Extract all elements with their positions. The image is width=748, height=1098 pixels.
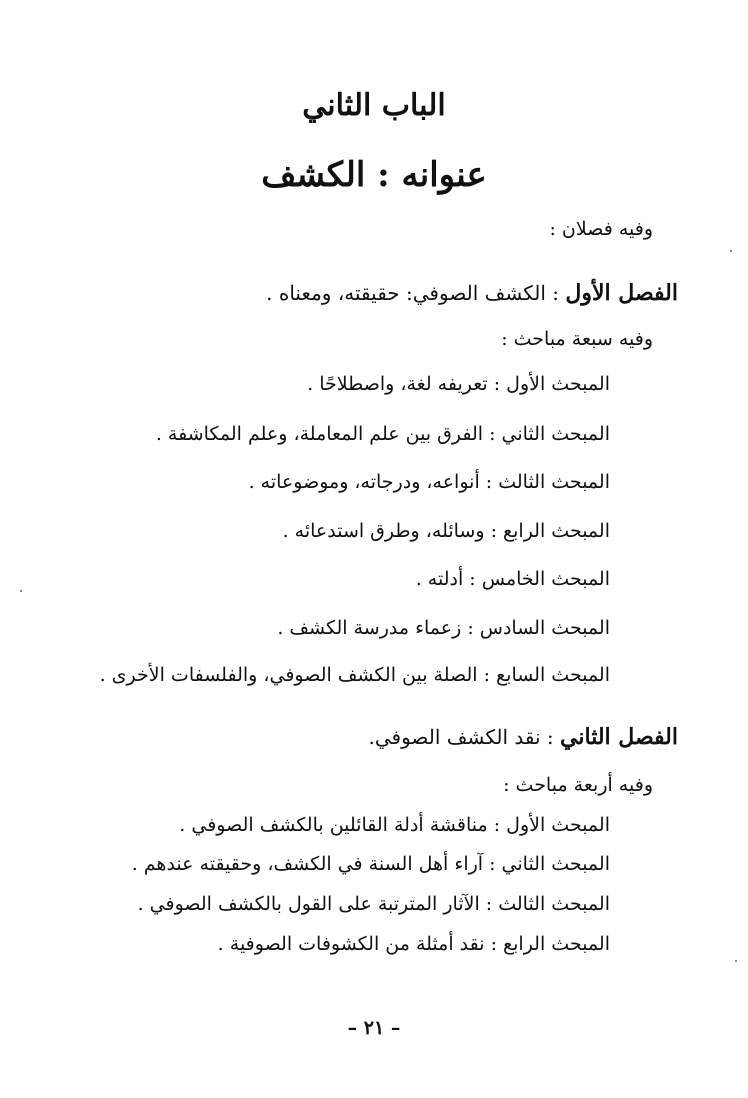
chapter-2-section-1: المبحث الأول : مناقشة أدلة القائلين بالكشف الصوفي .: [179, 814, 610, 836]
chapter-1-heading: الفصل الأول: [565, 280, 678, 306]
chapter-2-sections-intro: وفيه أربعة مباحث :: [503, 774, 653, 796]
chapter-2-section-3: المبحث الثالث : الآثار المترتبة على القول بالكشف الصوفي .: [137, 893, 610, 915]
scan-mark: [20, 590, 22, 592]
chapter-1-section-6: المبحث السادس : زعماء مدرسة الكشف .: [277, 617, 610, 639]
chapter-1-line: [266, 280, 678, 306]
chapters-intro: وفيه فصلان :: [549, 218, 653, 240]
chapter-1-section-5: المبحث الخامس : أدلته .: [415, 568, 610, 590]
chapter-1-section-4: المبحث الرابع : وسائله، وطرق استدعائه .: [282, 520, 610, 542]
chapter-1-title: : الكشف الصوفي: حقيقته، ومعناه .: [266, 281, 566, 305]
chapter-2-heading: الفصل الثاني: [560, 724, 678, 750]
chapter-1-section-7: المبحث السابع : الصلة بين الكشف الصوفي، والفلسفات الأخرى .: [99, 664, 610, 686]
scan-mark: [730, 250, 732, 252]
scan-mark: [735, 960, 737, 962]
chapter-2-title: : نقد الكشف الصوفي.: [368, 725, 561, 749]
chapter-1-section-2: المبحث الثاني : الفرق بين علم المعاملة، وعلم المكاشفة .: [155, 423, 610, 445]
chapter-2-line: [369, 724, 678, 750]
chapter-1-section-1: المبحث الأول : تعريفه لغة، واصطلاحًا .: [307, 373, 610, 395]
page-number: – ٢١ –: [347, 1017, 401, 1039]
chapter-1-sections-intro: وفيه سبعة مباحث :: [501, 328, 653, 350]
part-title: الباب الثاني: [302, 88, 446, 123]
chapter-1-section-3: المبحث الثالث : أنواعه، ودرجاته، وموضوعاته .: [248, 471, 610, 493]
subject-title: عنوانه : الكشف: [261, 155, 487, 195]
chapter-2-section-2: المبحث الثاني : آراء أهل السنة في الكشف، وحقيقته عندهم .: [131, 853, 610, 875]
chapter-2-section-4: المبحث الرابع : نقد أمثلة من الكشوفات الصوفية .: [217, 933, 610, 955]
